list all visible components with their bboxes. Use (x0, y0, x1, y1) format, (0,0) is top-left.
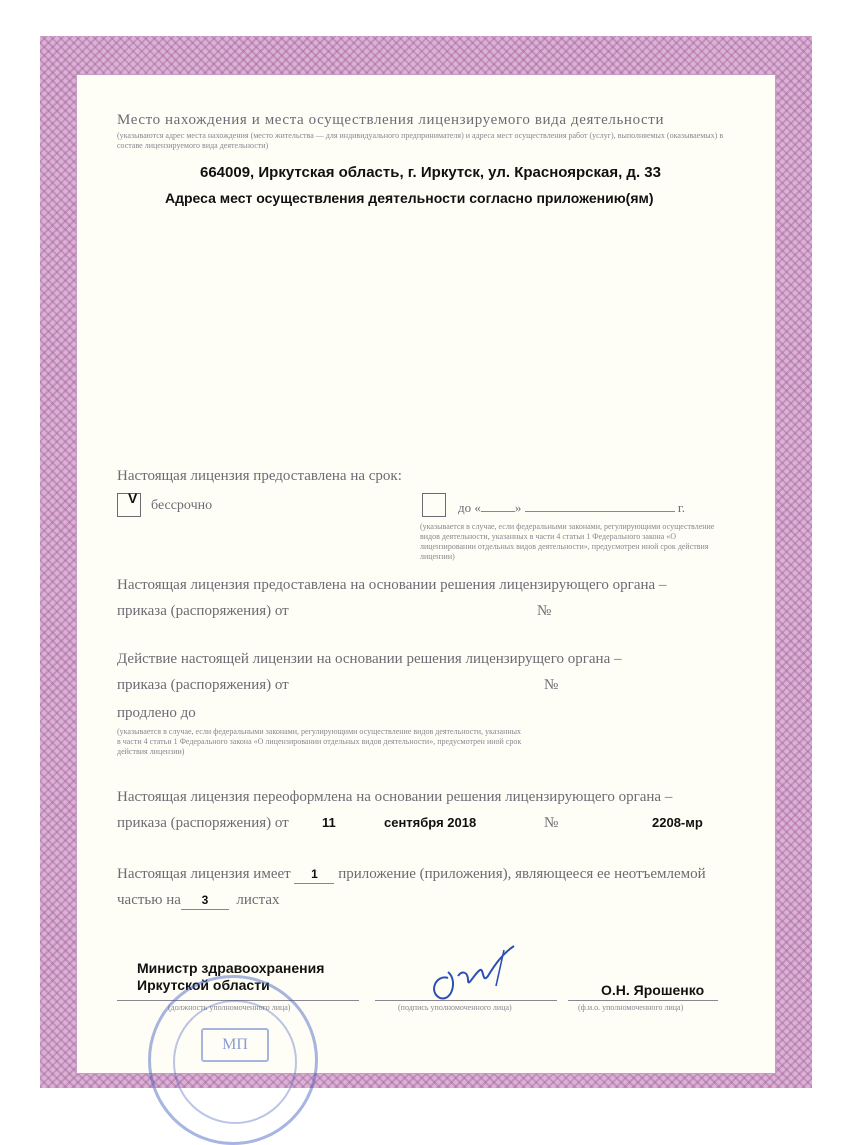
official-stamp (148, 975, 318, 1145)
extension-number-sign: № (544, 677, 559, 693)
basis-number-sign: № (537, 603, 552, 619)
signatory-name: О.Н. Ярошенко (601, 982, 705, 998)
reissue-heading: Настоящая лицензия переоформлена на основании решения лицензирующего органа – (117, 789, 673, 805)
until-date-checkbox[interactable] (422, 493, 446, 517)
basis-order-label: приказа (распоряжения) от (117, 603, 289, 619)
reissue-number-sign: № (544, 815, 559, 831)
reissue-number: 2208-мр (652, 815, 703, 830)
stamp-inner-ring (173, 1000, 297, 1124)
location-heading: Место нахождения и места осуществления лицензируемого вида деятельности (117, 112, 665, 128)
basis-heading: Настоящая лицензия предоставлена на основании решения лицензирующего органа – (117, 577, 667, 593)
certificate-paper (76, 74, 776, 1074)
name-underline (568, 1000, 718, 1001)
reissue-day: 11 (322, 815, 336, 830)
name-caption: (ф.и.о. уполномоченного лица) (578, 1003, 684, 1012)
activity-places: Адреса мест осуществления деятельности согласно приложению(ям) (165, 190, 654, 206)
handwritten-signature (418, 940, 528, 1010)
appendix-count: 1 (311, 867, 318, 881)
signature-caption: (подпись уполномоченного лица) (398, 1003, 512, 1012)
reissue-month-year: сентября 2018 (384, 815, 477, 830)
position-line-2: Иркутской области (137, 977, 270, 993)
extension-heading: Действие настоящей лицензии на основании решения лицензирущего органа – (117, 651, 622, 667)
location-note: (указываются адрес места нахождения (место жительства — для индивидуального предпринимателя) и адреса мест осуществления работ (услуг), выполняемых (оказываемых) в составе лицензируемого вида деятельности) (117, 131, 724, 150)
check-mark: V (128, 490, 138, 506)
extension-order-label: приказа (распоряжения) от (117, 677, 289, 693)
appendix-line: Настоящая лицензия имеет 1 приложение (приложения), являющееся ее неотъемлемой (117, 866, 706, 882)
extended-until-label: продлено до (117, 705, 196, 721)
sheets-line: частью на 3 листах (117, 892, 280, 908)
position-caption: (должность уполномоченного лица) (168, 1003, 291, 1012)
reissue-order-label: приказа (распоряжения) от (117, 815, 289, 831)
extension-note: (указывается в случае, если федеральными законами, регулирующими осуществление видов деятельности, указанных в части 4 статьи 1 Федерального закона «О лицензировании отдельных видов деятельности», предусмотрен иной срок действия лицензии) (117, 727, 522, 756)
position-line-1: Министр здравоохранения (137, 960, 325, 976)
main-address: 664009, Иркутская область, г. Иркутск, ул. Красноярская, д. 33 (200, 164, 661, 181)
stamp-mark: МП (201, 1028, 269, 1062)
until-date-line: до « » г. (458, 500, 685, 515)
term-note: (указывается в случае, если федеральными законами, регулирующими осуществление видов деятельности, указанных в части 4 статьи 1 Федерального закона «О лицензировании отдельных видов деятельности», предусмотрен иной срок действия лицензии) (420, 522, 715, 561)
indefinite-label: бессрочно (151, 498, 213, 513)
term-heading: Настоящая лицензия предоставлена на срок: (117, 468, 402, 484)
sheets-count: 3 (201, 893, 209, 907)
